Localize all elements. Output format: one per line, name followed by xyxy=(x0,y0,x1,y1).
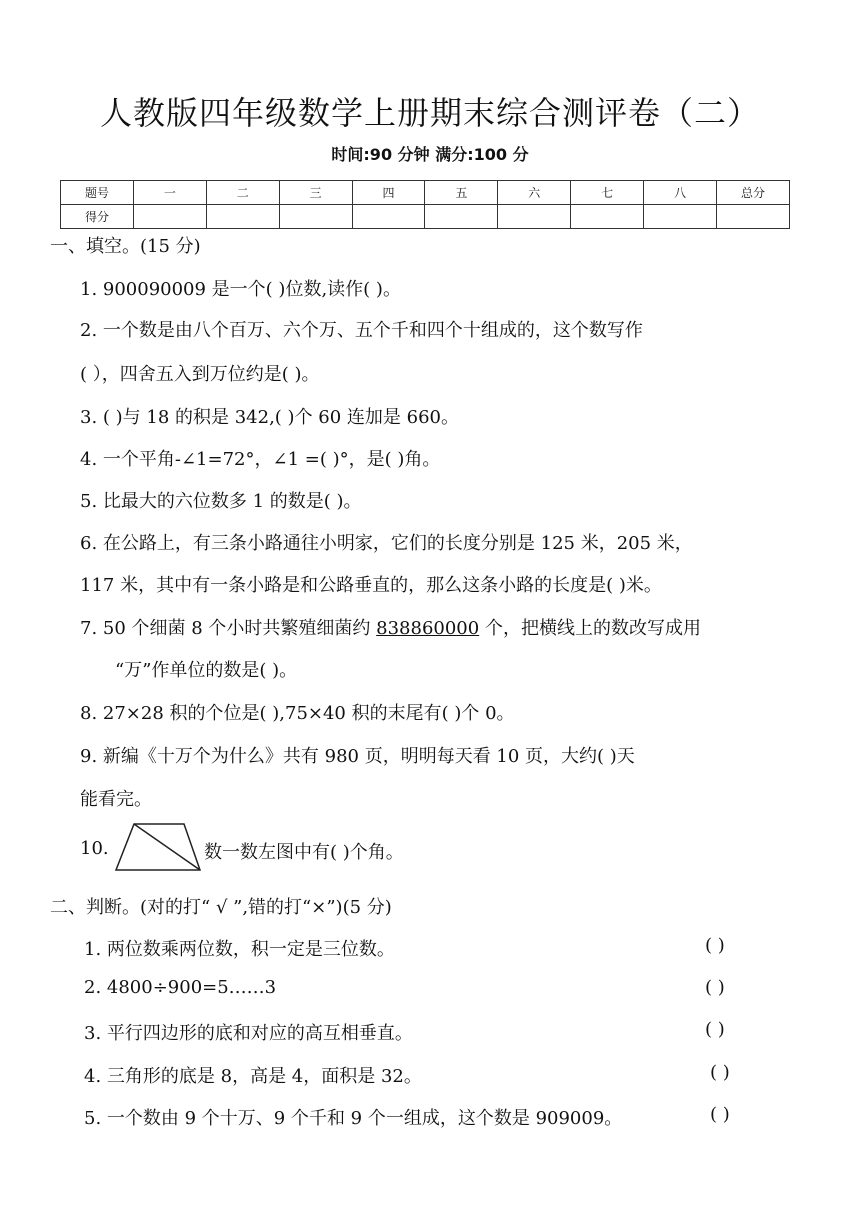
judgement-1: 1. 两位数乘两位数，积一定是三位数。 xyxy=(84,939,395,960)
question-3: 3. ( )与 18 的积是 342,( )个 60 连加是 660。 xyxy=(80,407,460,428)
answer-parentheses[interactable]: ( ) xyxy=(710,1104,730,1125)
question-7-line-2: “万”作单位的数是( )。 xyxy=(115,660,298,681)
score-table xyxy=(60,180,790,229)
score-input-cell[interactable] xyxy=(133,205,206,229)
question-7-line-1 xyxy=(80,614,701,640)
answer-parentheses[interactable]: ( ) xyxy=(705,977,725,998)
score-cell: 八 xyxy=(644,181,717,205)
underlined-number: 838860000 xyxy=(376,618,480,639)
question-4: 4. 一个平角-∠1=72°，∠1 =( )°，是( )角。 xyxy=(80,449,441,470)
question-2-line-1: 2. 一个数是由八个百万、六个万、五个千和四个十组成的，这个数写作 xyxy=(80,320,643,341)
score-table-score-row xyxy=(61,205,790,229)
score-cell: 四 xyxy=(352,181,425,205)
score-cell: 总分 xyxy=(717,181,790,205)
question-5: 5. 比最大的六位数多 1 的数是( )。 xyxy=(80,491,362,512)
question-6-line-1: 6. 在公路上，有三条小路通往小明家，它们的长度分别是 125 米，205 米， xyxy=(80,533,693,554)
page-title: 人教版四年级数学上册期末综合测评卷（二） xyxy=(99,94,760,132)
score-input-cell[interactable] xyxy=(571,205,644,229)
score-input-cell[interactable] xyxy=(717,205,790,229)
score-cell: 七 xyxy=(571,181,644,205)
question-10-text: 数一数左图中有( )个角。 xyxy=(204,842,404,863)
score-table-header-row xyxy=(61,181,790,205)
exam-time-and-score: 时间:90 分钟 满分:100 分 xyxy=(331,145,529,164)
score-label: 得分 xyxy=(61,205,134,229)
question-6-line-2: 117 米，其中有一条小路是和公路垂直的，那么这条小路的长度是( )米。 xyxy=(80,575,662,596)
question-7-suffix: 个，把横线上的数改写成用 xyxy=(479,618,701,639)
question-10-number: 10. xyxy=(80,838,109,859)
section-2-heading: 二、判断。(对的打“ √ ”,错的打“×”)(5 分) xyxy=(50,897,392,918)
judgement-4: 4. 三角形的底是 8，高是 4，面积是 32。 xyxy=(84,1066,422,1087)
question-9-line-1: 9. 新编《十万个为什么》共有 980 页，明明每天看 10 页，大约( )天 xyxy=(80,746,635,767)
answer-parentheses[interactable]: ( ) xyxy=(705,1019,725,1040)
question-7-prefix: 7. 50 个细菌 8 个小时共繁殖细菌约 xyxy=(80,618,377,639)
answer-parentheses[interactable]: ( ) xyxy=(710,1062,730,1083)
score-cell: 二 xyxy=(206,181,279,205)
score-cell: 五 xyxy=(425,181,498,205)
trapezoid-figure xyxy=(114,822,204,874)
answer-parentheses[interactable]: ( ) xyxy=(705,935,725,956)
judgement-5: 5. 一个数由 9 个十万、9 个千和 9 个一组成，这个数是 909009。 xyxy=(84,1108,623,1129)
score-input-cell[interactable] xyxy=(279,205,352,229)
section-1-heading: 一、填空。(15 分) xyxy=(50,236,201,257)
score-cell: 三 xyxy=(279,181,352,205)
question-2-line-2: ( ），四舍五入到万位约是( )。 xyxy=(80,364,320,385)
judgement-3: 3. 平行四边形的底和对应的高互相垂直。 xyxy=(84,1023,413,1044)
score-input-cell[interactable] xyxy=(644,205,717,229)
score-cell: 六 xyxy=(498,181,571,205)
score-cell: 一 xyxy=(133,181,206,205)
question-9-line-2: 能看完。 xyxy=(80,789,152,810)
question-8: 8. 27×28 积的个位是( ),75×40 积的末尾有( )个 0。 xyxy=(80,703,515,724)
judgement-2: 2. 4800÷900=5……3 xyxy=(84,977,277,998)
score-cell: 题号 xyxy=(61,181,134,205)
score-input-cell[interactable] xyxy=(352,205,425,229)
score-input-cell[interactable] xyxy=(206,205,279,229)
question-1: 1. 900090009 是一个( )位数,读作( )。 xyxy=(80,279,401,300)
score-input-cell[interactable] xyxy=(425,205,498,229)
score-input-cell[interactable] xyxy=(498,205,571,229)
